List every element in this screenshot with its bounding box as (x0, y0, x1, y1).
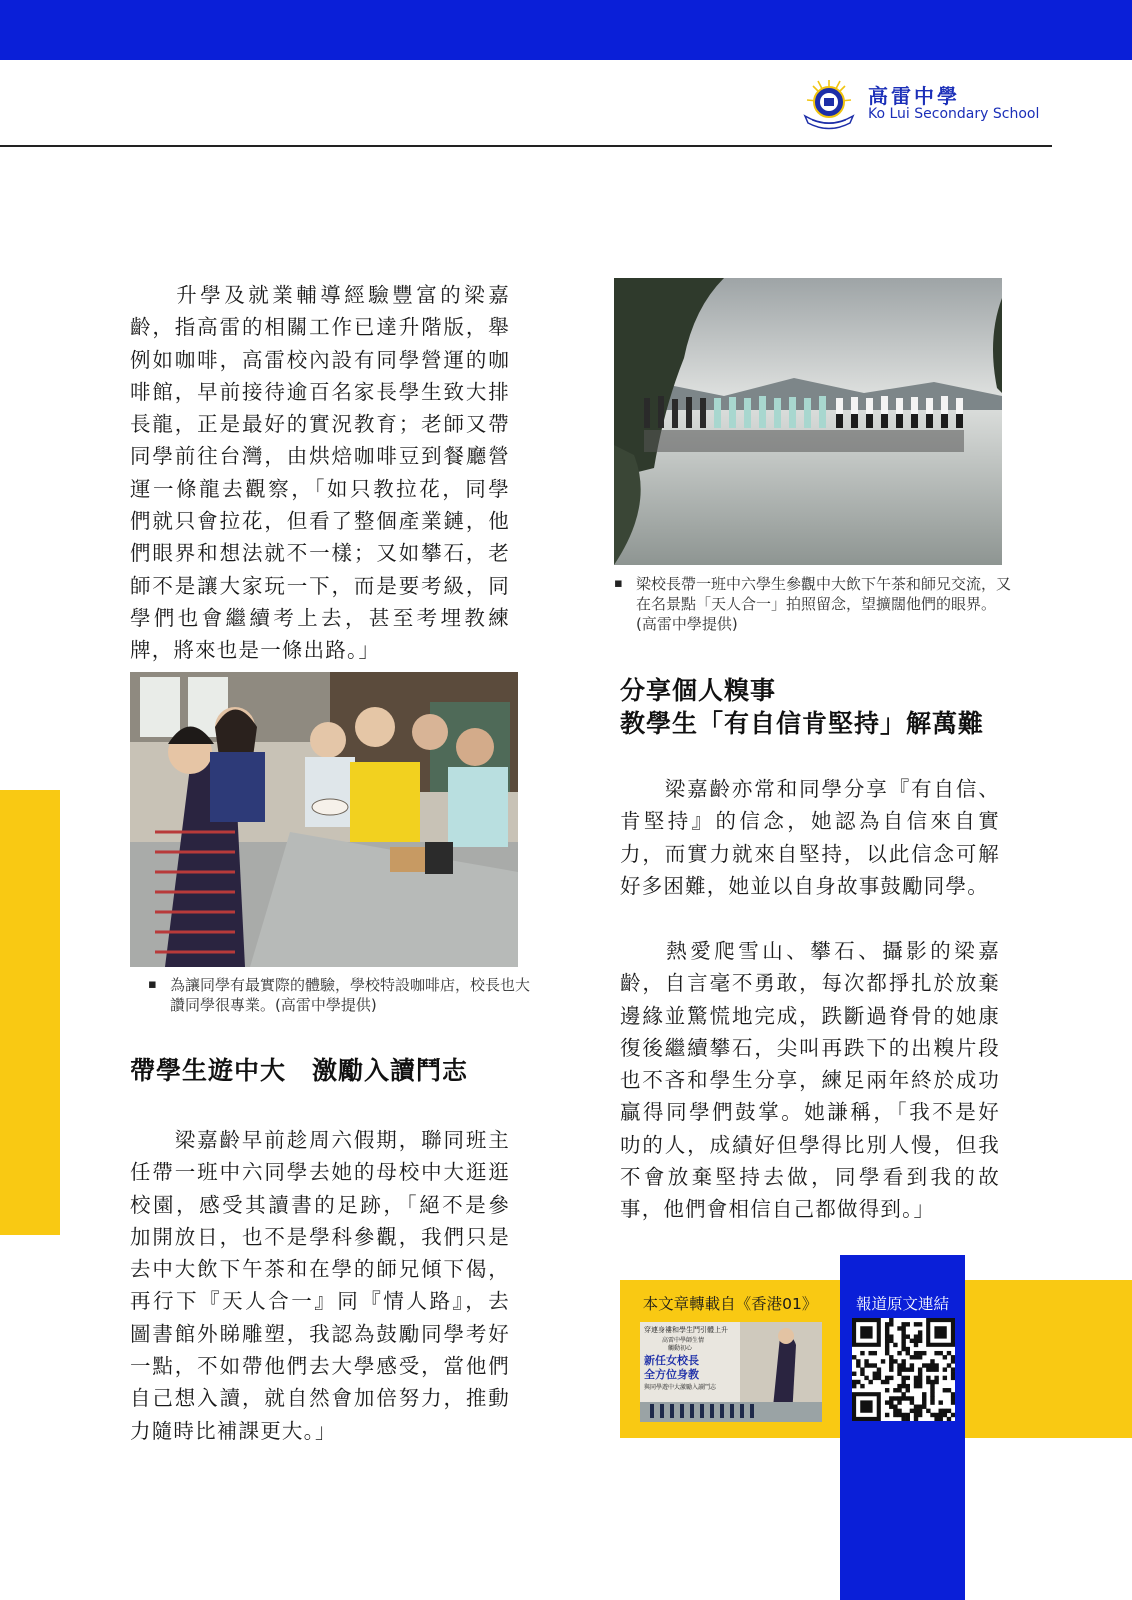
right-paragraph-2: 熱愛爬雪山、攀石、攝影的梁嘉齡，自言毫不勇敢，每次都掙扎於放棄邊緣並驚慌地完成，跌斷過脊骨的她康復後繼續攀石，尖叫再跌下的出糗片段也不吝和學生分享，練足兩年終於成功贏得同學們鼓掌。她謙稱，「我不是好叻的人，成績好但學得比別人慢，但我不會放棄堅持去做，同學看到我的故事，他們會相信自己都做得到。」 (620, 939, 1000, 1222)
yellow-accent-left (0, 790, 60, 1235)
school-emblem-icon (800, 78, 858, 130)
right-paragraph-1: 梁嘉齡亦常和同學分享『有自信、肯堅持』的信念，她認為自信來自實力，而實力就來自堅持，以此信念可解好多困難，她並以自身故事鼓勵同學。 (620, 777, 1000, 898)
lake-photo (614, 278, 1002, 565)
left-section-heading: 帶學生遊中大 激勵入讀鬥志 (130, 1056, 469, 1085)
school-name-en: Ko Lui Secondary School (868, 106, 1040, 122)
link-column (840, 1255, 965, 1600)
lake-photo-caption: ▪ 梁校長帶一班中六學生參觀中大飲下午茶和師兄交流，又在名景點「天人合一」拍照留念，望擴闊他們的眼界。(高雷中學提供) (614, 574, 1016, 634)
qr-code-icon[interactable] (852, 1318, 955, 1421)
top-blue-bar (0, 0, 1132, 60)
thumb-line-5: 全方位身教 (644, 1368, 699, 1381)
cafe-photo (130, 672, 518, 967)
left-paragraph-2: 梁嘉齡早前趁周六假期，聯同班主任帶一班中六同學去她的母校中大逛逛校園，感受其讀書的足跡，「絕不是參加開放日，也不是學科參觀，我們只是去中大飲下午茶和在學的師兄傾下偈，再行下『天人合一』同『情人路』，去圖書館外睇雕塑，我認為鼓勵同學考好一點，不如帶他們去大學感受，當他們自己想入讀，就自然會加倍努力，推動力隨時比補課更大。」 (130, 1128, 510, 1443)
source-label: 本文章轉載自《香港01》 (642, 1295, 818, 1313)
yellow-accent-right (965, 1280, 1132, 1438)
left-paragraph-1: 升學及就業輔導經驗豐富的梁嘉齡，指高雷的相關工作已達升階版，舉例如咖啡，高雷校內設有同學營運的咖啡館，早前接待逾百名家長學生致大排長龍，正是最好的實況教育；老師又帶同學前往台灣，由烘焙咖啡豆到餐廳營運一條龍去觀察，「如只教拉花，同學們就只會拉花，但看了整個產業鏈，他們眼界和想法就不一樣；又如攀石，老師不是讓大家玩一下，而是要考級，同學們也會繼續考上去，甚至考埋教練牌，將來也是一條出路。」 (130, 283, 510, 663)
thumb-line-6: 與同學遊中大激勵入讀鬥志 (644, 1384, 717, 1391)
cafe-photo-caption: ▪ 為讓同學有最實際的體驗，學校特設咖啡店，校長也大讚同學很專業。(高雷中學提供) (148, 975, 530, 1015)
thumb-line-3: 觸動初心 (668, 1345, 693, 1352)
school-logo (800, 78, 1050, 130)
right-heading-line-2: 教學生「有自信肯堅持」解萬難 (620, 709, 985, 738)
thumb-line-4: 新任女校長 (644, 1354, 699, 1367)
school-name-cn: 高雷中學 (868, 84, 960, 108)
source-box (620, 1280, 840, 1438)
thumb-line-1: 穿連身褸和學生鬥引體上升 (644, 1326, 728, 1334)
header-divider (0, 145, 1052, 147)
article-thumbnail[interactable] (640, 1322, 822, 1422)
right-heading-line-1: 分享個人糗事 (620, 676, 777, 705)
link-label: 報道原文連結 (855, 1295, 949, 1313)
thumb-line-2: 高雷中學師生情 (662, 1337, 705, 1344)
